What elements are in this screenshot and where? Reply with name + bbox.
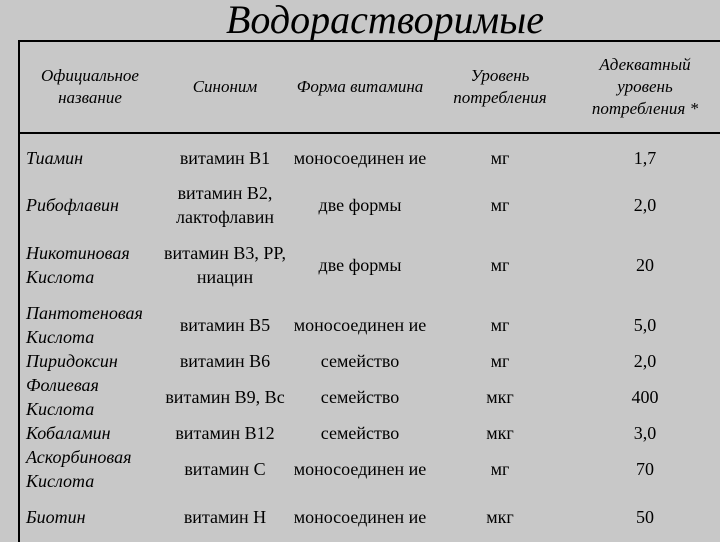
vitamin-name: Никотиновая Кислота — [26, 243, 130, 287]
intake-unit: мг — [490, 195, 510, 215]
header-unit: Уровень потребления — [430, 42, 570, 133]
vitamin-name: Пантотеновая Кислота — [26, 303, 143, 347]
vitamin-synonym: витамин B3, PP, ниацин — [164, 243, 286, 287]
intake-unit: мг — [490, 459, 510, 479]
table-header-row — [20, 42, 720, 133]
adequate-level-value: 3,0 — [633, 423, 657, 443]
intake-unit: мкг — [486, 423, 514, 443]
vitamin-synonym: витамин B9, Bc — [165, 387, 285, 407]
header-synonym: Синоним — [160, 42, 290, 133]
adequate-level-value: 400 — [631, 387, 659, 407]
intake-unit: мг — [490, 255, 510, 275]
adequate-level-value: 20 — [636, 255, 654, 275]
vitamin-form: две формы — [318, 255, 402, 275]
vitamin-form: семейство — [320, 351, 400, 371]
table-row — [20, 493, 720, 541]
intake-unit: мкг — [486, 507, 514, 527]
vitamin-synonym: витамин C — [184, 459, 266, 479]
header-form: Форма витамина — [290, 42, 430, 133]
table-row — [20, 373, 720, 421]
adequate-level-value: 70 — [636, 459, 654, 479]
vitamin-name: Рибофлавин — [26, 195, 119, 215]
intake-unit: мг — [490, 351, 510, 371]
intake-unit: мг — [490, 315, 510, 335]
adequate-level-value: 50 — [636, 507, 654, 527]
vitamin-form: моносоединен ие — [293, 459, 427, 479]
table-row — [20, 181, 720, 229]
vitamin-synonym: витамин B12 — [175, 423, 275, 443]
table-row — [20, 349, 720, 373]
vitamin-form: моносоединен ие — [293, 507, 427, 527]
vitamin-synonym: витамин B6 — [179, 351, 271, 371]
header-adequate-level: Адекватный уровень потребления * — [570, 42, 720, 133]
vitamin-name: Аскорбиновая Кислота — [26, 447, 132, 491]
table-row — [20, 133, 720, 181]
header-official-name: Официальное название — [20, 42, 160, 133]
vitamins-table — [20, 42, 720, 541]
table-row — [20, 229, 720, 301]
vitamin-name: Тиамин — [26, 147, 83, 168]
adequate-level-value: 2,0 — [633, 351, 657, 371]
table-row — [20, 421, 720, 445]
adequate-level-value: 1,7 — [633, 147, 657, 168]
table-row — [20, 301, 720, 349]
vitamin-name: Пиридоксин — [26, 351, 118, 371]
vitamin-name: Кобаламин — [26, 423, 111, 443]
vitamin-synonym: витамин H — [183, 507, 267, 527]
vitamin-synonym: витамин B2, лактофлавин — [175, 183, 275, 227]
vitamin-synonym: витамин B1 — [179, 147, 271, 168]
vitamin-name: Фолиевая Кислота — [26, 375, 99, 419]
table-row — [20, 445, 720, 493]
adequate-level-value: 5,0 — [633, 315, 657, 335]
vitamin-form: моносоединен ие — [293, 147, 427, 168]
adequate-level-value: 2,0 — [633, 195, 657, 215]
vitamin-form: семейство — [320, 423, 400, 443]
page-title: Водорастворимые — [226, 0, 544, 42]
vitamin-synonym: витамин B5 — [179, 315, 271, 335]
intake-unit: мг — [490, 147, 510, 168]
vitamin-form: семейство — [320, 387, 400, 407]
vitamin-form: моносоединен ие — [293, 315, 427, 335]
vitamin-name: Биотин — [26, 507, 86, 527]
intake-unit: мкг — [486, 387, 514, 407]
vitamin-form: две формы — [318, 195, 402, 215]
